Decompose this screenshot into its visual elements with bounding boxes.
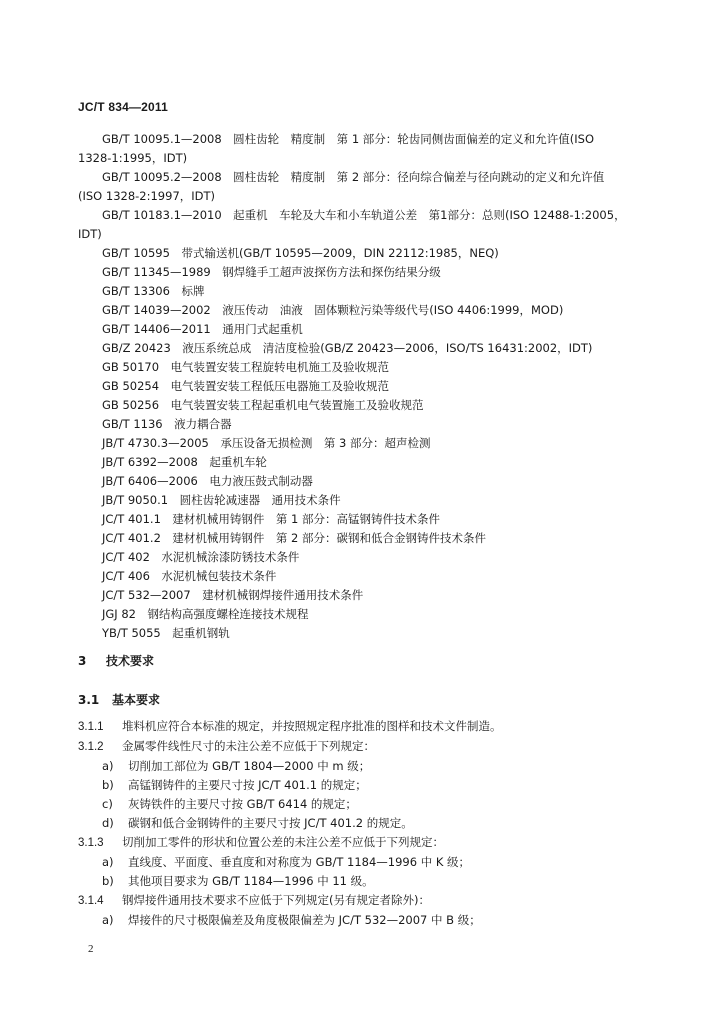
reference-text: GB/T 10183.1—2010 起重机 车轮及大车和小车轨道公差 第1部分：总则(ISO 12488-1:2005， <box>102 208 626 222</box>
reference-item <box>78 244 638 263</box>
clause <box>78 891 658 911</box>
clause-number: 3.1.3 <box>78 837 104 849</box>
clause-text: 金属零件线性尺寸的未注公差不应低于下列规定： <box>122 739 375 753</box>
clauses-list <box>78 717 658 930</box>
section-heading <box>78 652 154 669</box>
list-item-marker: d) <box>102 816 114 830</box>
reference-text: JC/T 532—2007 建材机械钢焊接件通用技术条件 <box>102 588 364 602</box>
list-item-marker: a) <box>102 759 114 773</box>
list-item-text: 灰铸铁件的主要尺寸按 GB/T 6414 的规定； <box>128 797 357 811</box>
reference-item <box>78 491 638 510</box>
reference-item <box>78 567 638 586</box>
subsection-heading <box>78 691 160 708</box>
reference-text: JB/T 4730.3—2005 承压设备无损检测 第 3 部分：超声检测 <box>102 436 431 450</box>
reference-text: GB/T 10095.1—2008 圆柱齿轮 精度制 第 1 部分：轮齿同侧齿面偏差的定义和允许值(ISO <box>102 132 595 146</box>
reference-item <box>78 206 638 244</box>
page-number: 2 <box>88 943 94 955</box>
subsection-title: 基本要求 <box>112 693 161 707</box>
list-item <box>78 814 658 833</box>
list-item-text: 直线度、平面度、垂直度和对称度为 GB/T 1184—1996 中 K 级； <box>128 855 471 869</box>
list-item-marker: a) <box>102 913 114 927</box>
reference-item <box>78 624 638 643</box>
reference-item <box>78 453 638 472</box>
reference-text: GB/Z 20423 液压系统总成 清洁度检验(GB/Z 20423—2006，ISO/TS 16431:2002，IDT) <box>102 341 593 355</box>
reference-item <box>78 339 638 358</box>
normative-references-list <box>78 130 638 643</box>
list-item <box>78 757 658 776</box>
reference-text: YB/T 5055 起重机钢轨 <box>102 626 230 640</box>
list-item-marker: a) <box>102 855 114 869</box>
list-item-text: 焊接件的尺寸极限偏差及角度极限偏差为 JC/T 532—2007 中 B 级； <box>128 913 481 927</box>
reference-text: GB/T 1136 液力耦合器 <box>102 417 232 431</box>
reference-text: JC/T 401.1 建材机械用铸钢件 第 1 部分：高锰钢铸件技术条件 <box>102 512 441 526</box>
reference-item <box>78 415 638 434</box>
reference-item <box>78 263 638 282</box>
clause-text: 钢焊接件通用技术要求不应低于下列规定(另有规定者除外)： <box>122 893 430 907</box>
list-item-marker: c) <box>102 797 113 811</box>
reference-text: JC/T 401.2 建材机械用铸钢件 第 2 部分：碳钢和低合金钢铸件技术条件 <box>102 531 487 545</box>
clause-text: 堆料机应符合本标准的规定，并按照规定程序批准的图样和技术文件制造。 <box>122 719 502 733</box>
section-number: 3 <box>78 654 87 668</box>
list-item <box>78 853 658 872</box>
reference-text: JC/T 402 水泥机械涂漆防锈技术条件 <box>102 550 300 564</box>
reference-item <box>78 301 638 320</box>
subsection-number: 3.1 <box>78 693 100 707</box>
reference-text: GB/T 14406—2011 通用门式起重机 <box>102 322 303 336</box>
reference-text-continuation: IDT) <box>78 227 102 241</box>
reference-item <box>78 434 638 453</box>
clause <box>78 833 658 853</box>
reference-text: GB/T 10095.2—2008 圆柱齿轮 精度制 第 2 部分：径向综合偏差与径向跳动的定义和允许值 <box>102 170 605 184</box>
reference-text-continuation: (ISO 1328-2:1997，IDT) <box>78 189 216 203</box>
reference-item <box>78 130 638 168</box>
reference-text: GB 50256 电气装置安装工程起重机电气装置施工及验收规范 <box>102 398 424 412</box>
clause <box>78 737 658 757</box>
list-item <box>78 872 658 891</box>
reference-text: GB/T 11345—1989 钢焊缝手工超声波探伤方法和探伤结果分级 <box>102 265 441 279</box>
list-item-text: 高锰钢铸件的主要尺寸按 JC/T 401.1 的规定； <box>128 778 367 792</box>
clause <box>78 717 658 737</box>
clause-number: 3.1.1 <box>78 721 104 733</box>
list-item-text: 其他项目要求为 GB/T 1184—1996 中 11 级。 <box>128 874 374 888</box>
reference-item <box>78 472 638 491</box>
reference-item <box>78 358 638 377</box>
reference-text: GB/T 10595 带式输送机(GB/T 10595—2009，DIN 22112:1985，NEQ) <box>102 246 499 260</box>
reference-item <box>78 168 638 206</box>
reference-text: GB/T 13306 标牌 <box>102 284 205 298</box>
reference-item <box>78 529 638 548</box>
list-item <box>78 795 658 814</box>
reference-text: JC/T 406 水泥机械包装技术条件 <box>102 569 277 583</box>
reference-text: JB/T 6406—2006 电力液压鼓式制动器 <box>102 474 313 488</box>
reference-text: GB/T 14039—2002 液压传动 油液 固体颗粒污染等级代号(ISO 4406:1999，MOD) <box>102 303 564 317</box>
list-item <box>78 911 658 930</box>
reference-item <box>78 510 638 529</box>
reference-item <box>78 282 638 301</box>
reference-text: JGJ 82 钢结构高强度螺栓连接技术规程 <box>102 607 309 621</box>
reference-item <box>78 548 638 567</box>
reference-item <box>78 605 638 624</box>
list-item-marker: b) <box>102 778 114 792</box>
list-item <box>78 776 658 795</box>
standard-code-header: JC/T 834—2011 <box>78 100 168 114</box>
list-item-text: 碳钢和低合金钢铸件的主要尺寸按 JC/T 401.2 的规定。 <box>128 816 413 830</box>
reference-item <box>78 396 638 415</box>
reference-text: JB/T 9050.1 圆柱齿轮减速器 通用技术条件 <box>102 493 341 507</box>
reference-item <box>78 320 638 339</box>
list-item-text: 切削加工部位为 GB/T 1804—2000 中 m 级； <box>128 759 371 773</box>
list-item-marker: b) <box>102 874 114 888</box>
reference-item <box>78 377 638 396</box>
reference-item <box>78 586 638 605</box>
reference-text-continuation: 1328-1:1995，IDT) <box>78 151 188 165</box>
reference-text: GB 50170 电气装置安装工程旋转电机施工及验收规范 <box>102 360 390 374</box>
clause-number: 3.1.4 <box>78 895 104 907</box>
section-title: 技术要求 <box>106 654 155 668</box>
clause-text: 切削加工零件的形状和位置公差的未注公差不应低于下列规定： <box>122 835 444 849</box>
reference-text: JB/T 6392—2008 起重机车轮 <box>102 455 267 469</box>
reference-text: GB 50254 电气装置安装工程低压电器施工及验收规范 <box>102 379 390 393</box>
clause-number: 3.1.2 <box>78 741 104 753</box>
